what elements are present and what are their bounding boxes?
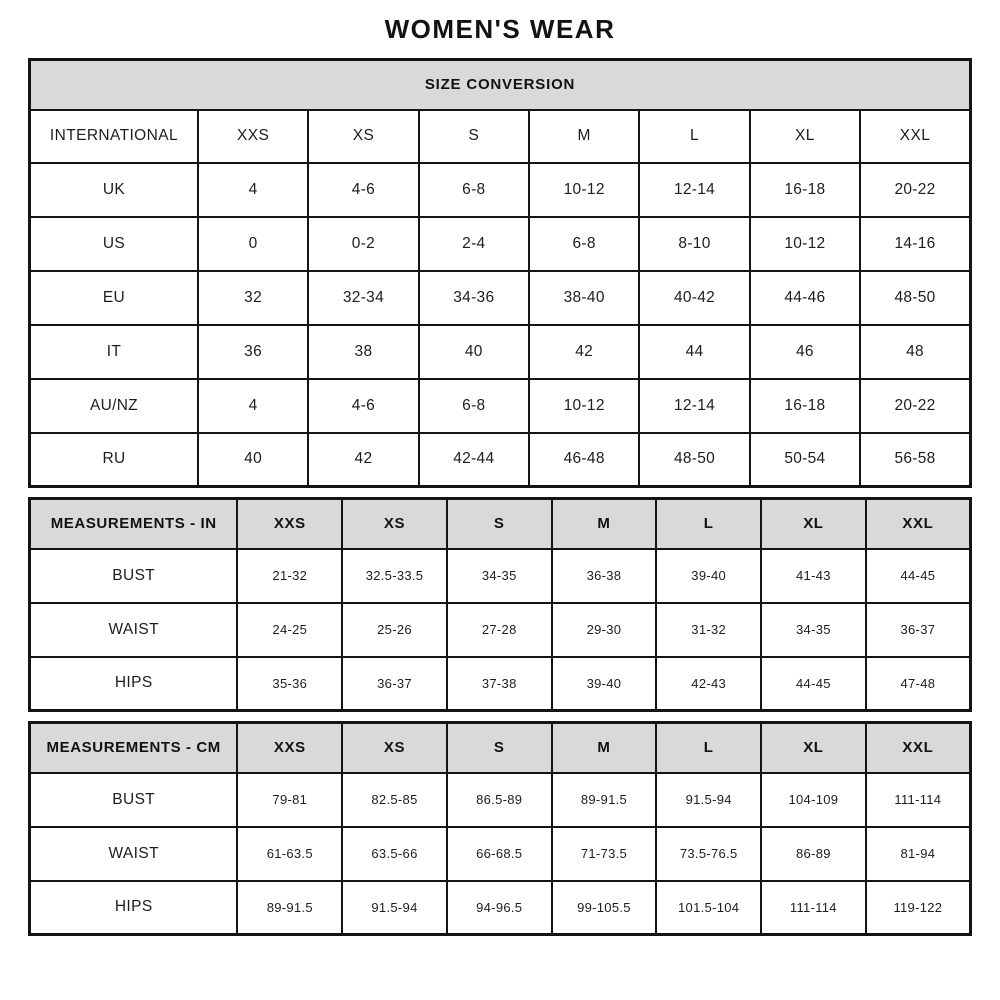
measurement-value-cell: 24-25 <box>237 603 342 657</box>
measurement-value-cell: 79-81 <box>237 773 342 827</box>
size-value-cell: 4 <box>198 379 308 433</box>
size-value-cell: 14-16 <box>860 217 970 271</box>
size-column-header: XXL <box>866 499 971 549</box>
measurement-row <box>30 881 971 935</box>
measurement-value-cell: 119-122 <box>866 881 971 935</box>
size-value-cell: 16-18 <box>750 379 860 433</box>
measurement-value-cell: 94-96.5 <box>447 881 552 935</box>
measurement-value-cell: 34-35 <box>447 549 552 603</box>
measurement-value-cell: 44-45 <box>866 549 971 603</box>
measurement-value-cell: 82.5-85 <box>342 773 447 827</box>
region-label: EU <box>30 271 198 325</box>
size-conversion-body <box>30 163 971 487</box>
size-value-cell: 46 <box>750 325 860 379</box>
size-value-cell: 48 <box>860 325 970 379</box>
size-column-header: S <box>447 499 552 549</box>
region-row <box>30 217 971 271</box>
measurement-value-cell: 111-114 <box>866 773 971 827</box>
measurement-row <box>30 773 971 827</box>
measurement-value-cell: 101.5-104 <box>656 881 761 935</box>
size-value-cell: 16-18 <box>750 163 860 217</box>
measurement-value-cell: 89-91.5 <box>237 881 342 935</box>
region-label: RU <box>30 433 198 487</box>
size-value-cell: 0 <box>198 217 308 271</box>
measurement-row <box>30 827 971 881</box>
region-row <box>30 433 971 487</box>
size-column-header: M <box>552 723 657 773</box>
size-column-header: XXS <box>237 723 342 773</box>
measurement-value-cell: 25-26 <box>342 603 447 657</box>
measurement-value-cell: 34-35 <box>761 603 866 657</box>
size-value-cell: 50-54 <box>750 433 860 487</box>
region-row <box>30 271 971 325</box>
measurements-cm-body <box>30 773 971 935</box>
region-label: US <box>30 217 198 271</box>
region-row <box>30 379 971 433</box>
size-value-cell: 6-8 <box>419 163 529 217</box>
measurements-in-title: MEASUREMENTS - IN <box>30 499 238 549</box>
size-value-cell: 20-22 <box>860 163 970 217</box>
size-column-header: XS <box>308 110 418 163</box>
size-value-cell: 38-40 <box>529 271 639 325</box>
measurement-value-cell: 42-43 <box>656 657 761 711</box>
size-value-cell: 12-14 <box>639 163 749 217</box>
measurement-row <box>30 549 971 603</box>
measurement-value-cell: 104-109 <box>761 773 866 827</box>
measurements-cm-header-row <box>30 723 971 773</box>
region-label: AU/NZ <box>30 379 198 433</box>
measurement-value-cell: 61-63.5 <box>237 827 342 881</box>
measurement-label: BUST <box>30 549 238 603</box>
size-column-header: XS <box>342 499 447 549</box>
size-value-cell: 8-10 <box>639 217 749 271</box>
measurement-value-cell: 31-32 <box>656 603 761 657</box>
measurement-value-cell: 27-28 <box>447 603 552 657</box>
measurement-value-cell: 39-40 <box>552 657 657 711</box>
measurement-value-cell: 37-38 <box>447 657 552 711</box>
size-value-cell: 38 <box>308 325 418 379</box>
measurement-row <box>30 603 971 657</box>
measurement-value-cell: 44-45 <box>761 657 866 711</box>
measurement-label: HIPS <box>30 657 238 711</box>
size-column-header: M <box>529 110 639 163</box>
region-row <box>30 163 971 217</box>
measurement-label: WAIST <box>30 603 238 657</box>
measurement-label: WAIST <box>30 827 238 881</box>
size-value-cell: 4-6 <box>308 379 418 433</box>
size-value-cell: 44 <box>639 325 749 379</box>
size-column-header: L <box>656 723 761 773</box>
size-column-header: XS <box>342 723 447 773</box>
measurements-in-body <box>30 549 971 711</box>
region-row <box>30 325 971 379</box>
size-value-cell: 34-36 <box>419 271 529 325</box>
size-conversion-title: SIZE CONVERSION <box>30 60 971 110</box>
measurement-value-cell: 86-89 <box>761 827 866 881</box>
size-value-cell: 4 <box>198 163 308 217</box>
size-column-header: L <box>656 499 761 549</box>
measurements-in-header-row <box>30 499 971 549</box>
measurement-value-cell: 81-94 <box>866 827 971 881</box>
size-conversion-header-row <box>30 110 971 163</box>
size-value-cell: 12-14 <box>639 379 749 433</box>
size-value-cell: 48-50 <box>860 271 970 325</box>
measurement-value-cell: 36-37 <box>342 657 447 711</box>
size-value-cell: 6-8 <box>529 217 639 271</box>
size-value-cell: 56-58 <box>860 433 970 487</box>
size-value-cell: 40 <box>419 325 529 379</box>
size-value-cell: 32-34 <box>308 271 418 325</box>
measurement-value-cell: 35-36 <box>237 657 342 711</box>
measurement-value-cell: 89-91.5 <box>552 773 657 827</box>
measurement-value-cell: 29-30 <box>552 603 657 657</box>
size-column-header: S <box>447 723 552 773</box>
size-value-cell: 20-22 <box>860 379 970 433</box>
measurement-value-cell: 86.5-89 <box>447 773 552 827</box>
measurement-value-cell: 32.5-33.5 <box>342 549 447 603</box>
size-value-cell: 0-2 <box>308 217 418 271</box>
size-value-cell: 10-12 <box>529 379 639 433</box>
measurement-value-cell: 111-114 <box>761 881 866 935</box>
size-value-cell: 36 <box>198 325 308 379</box>
measurement-value-cell: 36-37 <box>866 603 971 657</box>
size-value-cell: 10-12 <box>529 163 639 217</box>
size-value-cell: 48-50 <box>639 433 749 487</box>
measurement-value-cell: 73.5-76.5 <box>656 827 761 881</box>
size-column-header: XXL <box>866 723 971 773</box>
measurement-value-cell: 99-105.5 <box>552 881 657 935</box>
size-value-cell: 42-44 <box>419 433 529 487</box>
measurement-label: HIPS <box>30 881 238 935</box>
size-value-cell: 2-4 <box>419 217 529 271</box>
size-column-header: S <box>419 110 529 163</box>
size-column-header: XXS <box>198 110 308 163</box>
size-conversion-title-row <box>30 60 971 110</box>
measurements-in-table <box>28 497 972 712</box>
measurement-value-cell: 91.5-94 <box>656 773 761 827</box>
measurement-value-cell: 66-68.5 <box>447 827 552 881</box>
measurement-row <box>30 657 971 711</box>
measurement-value-cell: 63.5-66 <box>342 827 447 881</box>
measurement-value-cell: 91.5-94 <box>342 881 447 935</box>
region-label: IT <box>30 325 198 379</box>
size-column-header: L <box>639 110 749 163</box>
size-conversion-table <box>28 58 972 488</box>
size-value-cell: 10-12 <box>750 217 860 271</box>
measurements-cm-table <box>28 721 972 936</box>
size-conversion-corner-header: INTERNATIONAL <box>30 110 198 163</box>
measurement-value-cell: 41-43 <box>761 549 866 603</box>
measurement-label: BUST <box>30 773 238 827</box>
size-column-header: XXL <box>860 110 970 163</box>
size-column-header: M <box>552 499 657 549</box>
measurement-value-cell: 71-73.5 <box>552 827 657 881</box>
size-value-cell: 40-42 <box>639 271 749 325</box>
size-column-header: XL <box>750 110 860 163</box>
measurement-value-cell: 36-38 <box>552 549 657 603</box>
measurements-cm-title: MEASUREMENTS - CM <box>30 723 238 773</box>
size-column-header: XXS <box>237 499 342 549</box>
size-value-cell: 42 <box>308 433 418 487</box>
page-title: WOMEN'S WEAR <box>384 14 616 44</box>
measurement-value-cell: 47-48 <box>866 657 971 711</box>
size-column-header: XL <box>761 499 866 549</box>
size-value-cell: 6-8 <box>419 379 529 433</box>
size-value-cell: 42 <box>529 325 639 379</box>
size-value-cell: 40 <box>198 433 308 487</box>
size-value-cell: 46-48 <box>529 433 639 487</box>
region-label: UK <box>30 163 198 217</box>
size-column-header: XL <box>761 723 866 773</box>
measurement-value-cell: 39-40 <box>656 549 761 603</box>
size-value-cell: 44-46 <box>750 271 860 325</box>
size-value-cell: 32 <box>198 271 308 325</box>
measurement-value-cell: 21-32 <box>237 549 342 603</box>
size-value-cell: 4-6 <box>308 163 418 217</box>
